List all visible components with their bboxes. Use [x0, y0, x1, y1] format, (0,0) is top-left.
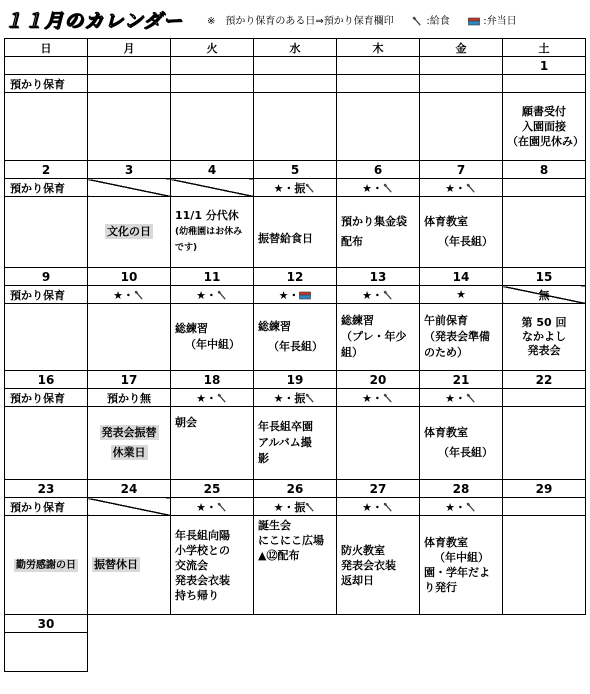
weekday-fri: 金: [420, 39, 503, 57]
event-substitute-holiday: 11/1 分代休 (幼稚園はお休みです): [171, 197, 254, 268]
date-cell: 18: [171, 371, 254, 389]
bento-box-icon: [299, 291, 311, 300]
date-cell: 9: [5, 268, 88, 286]
spoon-icon: [217, 502, 228, 513]
week1-dates: [5, 57, 586, 75]
care-mark: ★・振: [254, 389, 337, 407]
date-cell: [5, 57, 88, 75]
date-cell: 8: [503, 161, 586, 179]
date-cell: 4: [171, 161, 254, 179]
care-label: 預かり保育: [5, 179, 88, 197]
calendar-title: １１月のカレンダー: [4, 10, 183, 32]
week1-events: [5, 93, 586, 161]
date-cell: 20: [337, 371, 420, 389]
date-cell: [171, 57, 254, 75]
date-cell: 10: [88, 268, 171, 286]
event-school-exchange: 年長組向陽 小学校との 交流会 発表会衣装 持ち帰り: [171, 516, 254, 615]
care-label: 預かり保育: [5, 389, 88, 407]
weekday-wed: 水: [254, 39, 337, 57]
care-mark: ★・: [171, 498, 254, 516]
care-mark: ★・: [171, 286, 254, 304]
care-mark: ★・: [420, 389, 503, 407]
calendar-table: [4, 38, 586, 672]
week3-dates: [5, 268, 586, 286]
care-label: 預かり保育: [5, 498, 88, 516]
week6-events: [5, 633, 586, 672]
date-cell: 27: [337, 480, 420, 498]
week4-care-row: [5, 389, 586, 407]
event-labor-thanksgiving: 勤労感謝の日: [5, 516, 88, 615]
date-cell: [337, 57, 420, 75]
event-pe-newsletter: 体育教室 （年中組） 園・学年だよ り発行: [420, 516, 503, 615]
spoon-icon: [305, 393, 316, 404]
date-cell: 2: [5, 161, 88, 179]
week2-events: [5, 197, 586, 268]
spoon-icon: [217, 393, 228, 404]
date-cell: 25: [171, 480, 254, 498]
spoon-icon: [305, 502, 316, 513]
date-cell: 19: [254, 371, 337, 389]
spoon-icon: [466, 393, 477, 404]
care-mark: ★・振: [254, 498, 337, 516]
event-recital-substitute: 発表会振替 休業日: [88, 407, 171, 480]
legend-bento-label: :弁当日: [483, 16, 517, 27]
legend: [207, 12, 517, 27]
care-crossed-cell: [88, 498, 171, 516]
week4-events: [5, 407, 586, 480]
week2-dates: [5, 161, 586, 179]
weekday-header-row: [5, 39, 586, 57]
care-none: 無: [503, 286, 586, 304]
care-none: 預かり無: [88, 389, 171, 407]
date-cell: 23: [5, 480, 88, 498]
spoon-icon: [466, 183, 477, 194]
care-mark: ★・: [420, 498, 503, 516]
care-crossed-cell: [88, 179, 171, 197]
care-mark: ★・: [254, 286, 337, 304]
date-cell: 21: [420, 371, 503, 389]
date-cell: 12: [254, 268, 337, 286]
weekday-sat: 土: [503, 39, 586, 57]
date-cell: 11: [171, 268, 254, 286]
weekday-tue: 火: [171, 39, 254, 57]
week6-dates: [5, 615, 586, 633]
date-cell: 15: [503, 268, 586, 286]
care-mark: ★・: [337, 179, 420, 197]
date-cell: 1: [503, 57, 586, 75]
event-birthday-party: 誕生会 にこにこ広場 ▲⑫配布: [254, 516, 337, 615]
date-cell: 13: [337, 268, 420, 286]
spoon-icon: [217, 290, 228, 301]
care-mark: ★・振: [254, 179, 337, 197]
care-label: 預かり保育: [5, 286, 88, 304]
weekday-sun: 日: [5, 39, 88, 57]
spoon-icon: [412, 16, 423, 27]
event-morning-care: 午前保育 （発表会準備 のため）: [420, 304, 503, 371]
week3-care-row: [5, 286, 586, 304]
care-label: 預かり保育: [5, 75, 88, 93]
care-crossed-cell: [171, 179, 254, 197]
date-cell: 17: [88, 371, 171, 389]
date-cell: [420, 57, 503, 75]
week2-care-row: [5, 179, 586, 197]
event-morning-assembly: 朝会: [171, 407, 254, 480]
event-culture-day: 文化の日: [88, 197, 171, 268]
event-substitute-lunch: 振替給食日: [254, 197, 337, 268]
event-fee-bag: 預かり集金袋 配布: [337, 197, 420, 268]
bento-box-icon: [468, 17, 480, 26]
date-cell: [88, 57, 171, 75]
date-cell: 30: [5, 615, 88, 633]
care-mark: ★: [420, 286, 503, 304]
date-cell: 14: [420, 268, 503, 286]
date-cell: 7: [420, 161, 503, 179]
weekday-thu: 木: [337, 39, 420, 57]
spoon-icon: [383, 502, 394, 513]
week3-events: [5, 304, 586, 371]
date-cell: 22: [503, 371, 586, 389]
week1-care-row: [5, 75, 586, 93]
date-cell: 6: [337, 161, 420, 179]
date-cell: [254, 57, 337, 75]
event-rehearsal-middle: 総練習 （年中組）: [171, 304, 254, 371]
care-mark: ★・: [337, 389, 420, 407]
date-cell: 29: [503, 480, 586, 498]
spoon-icon: [383, 393, 394, 404]
care-mark: ★・: [337, 286, 420, 304]
date-cell: 3: [88, 161, 171, 179]
event-fire-drill: 防火教室 発表会衣装 返却日: [337, 516, 420, 615]
date-cell: 26: [254, 480, 337, 498]
event-application-interview: 願書受付 入園面接 （在園児休み）: [503, 93, 586, 161]
care-mark: ★・: [420, 179, 503, 197]
date-cell: 16: [5, 371, 88, 389]
week4-dates: [5, 371, 586, 389]
week5-dates: [5, 480, 586, 498]
date-cell: 28: [420, 480, 503, 498]
care-mark: ★・: [88, 286, 171, 304]
care-mark: ★・: [337, 498, 420, 516]
date-cell: 5: [254, 161, 337, 179]
legend-lunch-label: :給食: [426, 16, 450, 27]
spoon-icon: [383, 183, 394, 194]
week5-events: [5, 516, 586, 615]
event-pe-class: 体育教室 （年長組）: [420, 407, 503, 480]
weekday-mon: 月: [88, 39, 171, 57]
spoon-icon: [466, 502, 477, 513]
event-rehearsal-junior: 総練習 （プレ・年少組）: [337, 304, 420, 371]
care-mark: ★・: [171, 389, 254, 407]
event-rehearsal-senior: 総練習 （年長組）: [254, 304, 337, 371]
date-cell: 24: [88, 480, 171, 498]
spoon-icon: [305, 183, 316, 194]
week5-care-row: [5, 498, 586, 516]
event-substitute-holiday: 振替休日: [88, 516, 171, 615]
spoon-icon: [134, 290, 145, 301]
legend-note: ※ 預かり保育のある日⇒預かり保育欄印: [207, 16, 394, 27]
event-album-photo: 年長組卒園 アルバム撮 影: [254, 407, 337, 480]
event-pe-class: 体育教室 （年長組）: [420, 197, 503, 268]
event-recital: 第 50 回 なかよし 発表会: [503, 304, 586, 371]
spoon-icon: [383, 290, 394, 301]
